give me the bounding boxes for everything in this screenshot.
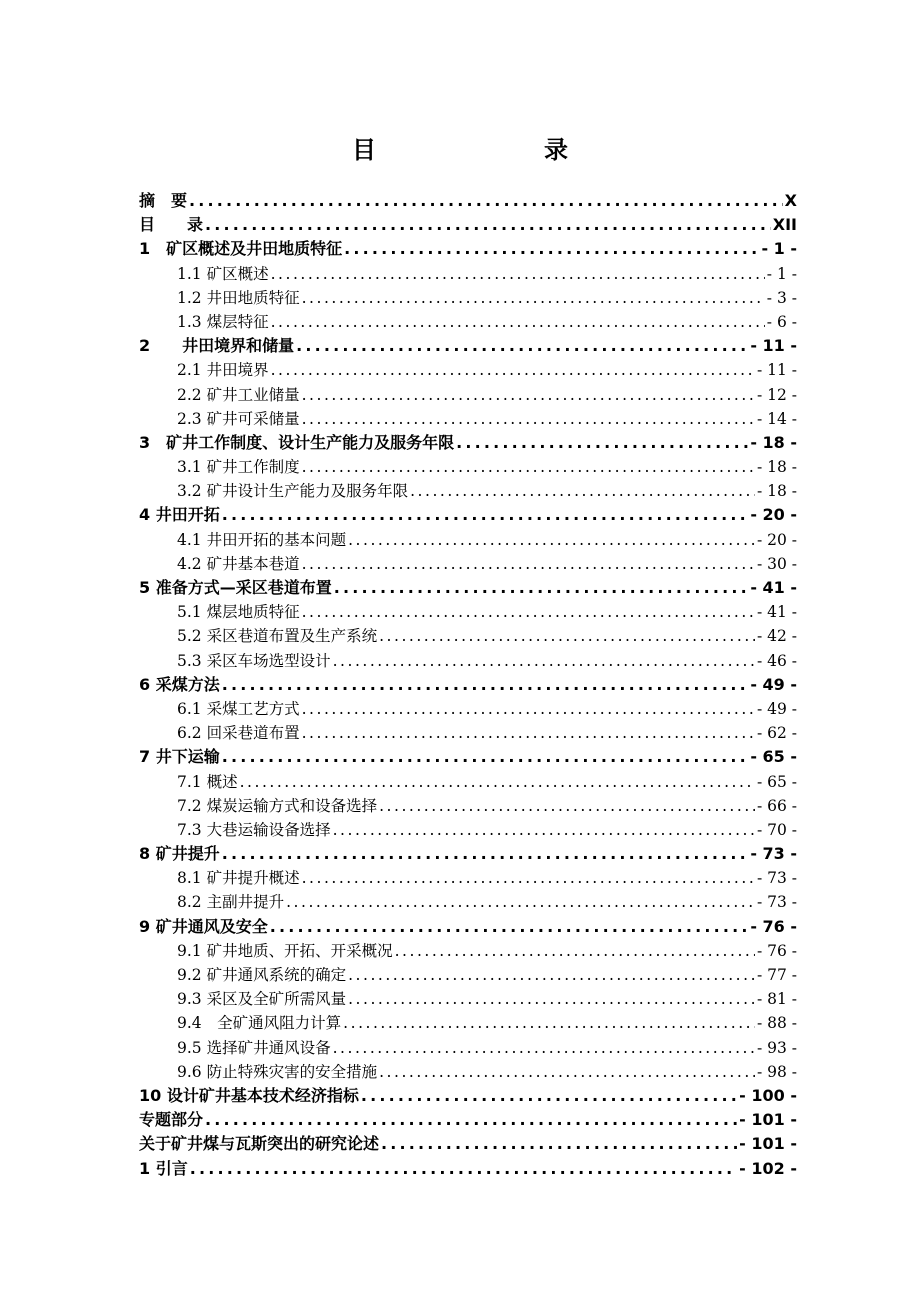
toc-leader-dots (240, 770, 755, 794)
toc-entry-page: - 70 - (756, 820, 797, 839)
toc-entry[interactable] (139, 1084, 797, 1108)
toc-leader-dots (286, 890, 755, 914)
toc-entry[interactable] (139, 745, 797, 769)
toc-leader-dots (302, 455, 755, 479)
toc-entry-page: - 101 - (739, 1110, 797, 1130)
toc-entry-label: 7 井下运输 (139, 747, 220, 767)
toc-entry-label: 2.3 矿井可采储量 (177, 409, 300, 428)
toc-entry[interactable] (139, 455, 797, 479)
toc-leader-dots (361, 1084, 737, 1108)
toc-entry-label: 9.2 矿井通风系统的确定 (177, 966, 347, 984)
toc-entry-page: - 93 - (756, 1038, 797, 1057)
toc-entry-label: 5.3 采区车场选型设计 (177, 651, 331, 670)
toc-entry-label: 9.3 采区及全矿所需风量 (177, 990, 347, 1009)
toc-entry-page: - 81 - (756, 990, 797, 1009)
toc-entry-label: 目 录 (139, 215, 204, 235)
toc-entry-page: - 77 - (756, 966, 797, 984)
toc-entry[interactable] (139, 1036, 797, 1060)
toc-entry[interactable] (139, 503, 797, 527)
toc-leader-dots (270, 915, 749, 939)
toc-entry[interactable] (139, 383, 797, 407)
toc-entry[interactable] (139, 1157, 797, 1181)
toc-leader-dots (189, 189, 783, 213)
toc-entry-page: - 73 - (756, 869, 797, 888)
toc-entry-page: - 18 - (756, 458, 797, 477)
toc-leader-dots (302, 407, 755, 431)
toc-entry[interactable] (139, 334, 797, 358)
toc-entry[interactable] (139, 866, 797, 890)
toc-entry-page: - 11 - (756, 361, 797, 380)
toc-entry-page: - 41 - (756, 603, 797, 622)
toc-entry-page: - 1 - (766, 264, 797, 283)
toc-entry[interactable] (139, 286, 797, 310)
toc-entry-label: 8.2 主副井提升 (177, 893, 285, 912)
toc-entry-page: - 100 - (739, 1085, 797, 1105)
toc-entry-page: - 18 - (750, 432, 797, 452)
toc-entry[interactable] (139, 1060, 797, 1084)
toc-entry-page: - 73 - (750, 844, 797, 864)
toc-leader-dots (344, 237, 759, 261)
toc-entry-page: - 20 - (756, 530, 797, 549)
toc-entry-label: 1.3 煤层特征 (177, 312, 269, 331)
toc-entry[interactable] (139, 697, 797, 721)
toc-entry-page: - 101 - (739, 1134, 797, 1154)
toc-leader-dots (348, 987, 755, 1011)
toc-entry[interactable] (139, 479, 797, 503)
toc-entry-label: 8 矿井提升 (139, 844, 220, 864)
toc-leader-dots (302, 697, 755, 721)
toc-entry-page: X (784, 191, 797, 210)
toc-leader-dots (334, 576, 749, 600)
toc-entry-label: 8.1 矿井提升概述 (177, 869, 300, 888)
toc-entry-page: - 65 - (756, 772, 797, 791)
toc-entry-page: - 88 - (756, 1014, 797, 1033)
toc-entry-page: - 12 - (756, 385, 797, 404)
toc-entry-label: 9.4 全矿通风阻力计算 (177, 1014, 342, 1033)
toc-entry-label: 3.2 矿井设计生产能力及服务年限 (177, 482, 409, 501)
toc-leader-dots (302, 552, 755, 576)
toc-entry-page: - 11 - (750, 336, 797, 356)
toc-entry-page: - 41 - (750, 578, 797, 597)
toc-leader-dots (395, 939, 755, 963)
toc-leader-dots (333, 649, 755, 673)
toc-entry[interactable] (139, 1108, 797, 1132)
toc-entry-label: 6.1 采煤工艺方式 (177, 699, 300, 718)
toc-leader-dots (302, 721, 755, 745)
toc-entry[interactable] (139, 963, 797, 987)
toc-entry[interactable] (139, 649, 797, 673)
toc-entry[interactable] (139, 842, 797, 866)
table-of-contents (139, 189, 797, 1181)
toc-leader-dots (190, 1157, 737, 1181)
toc-entry[interactable] (139, 770, 797, 794)
toc-leader-dots (333, 818, 755, 842)
toc-entry[interactable] (139, 673, 797, 697)
toc-leader-dots (381, 1132, 737, 1156)
toc-entry[interactable] (139, 358, 797, 382)
toc-entry-page: - 42 - (756, 627, 797, 646)
toc-entry-label: 1.1 矿区概述 (177, 264, 269, 283)
toc-entry[interactable] (139, 189, 797, 213)
toc-entry-label: 6 采煤方法 (139, 674, 220, 694)
toc-entry-label: 3.1 矿井工作制度 (177, 458, 300, 477)
toc-entry-page: - 6 - (766, 312, 797, 331)
toc-entry-label: 4.2 矿井基本巷道 (177, 554, 300, 573)
toc-leader-dots (456, 431, 748, 455)
toc-entry-page: - 76 - (750, 916, 797, 936)
toc-entry[interactable] (139, 721, 797, 745)
toc-leader-dots (302, 600, 755, 624)
toc-leader-dots (333, 1036, 755, 1060)
toc-leader-dots (271, 310, 765, 334)
toc-entry-page: - 66 - (756, 796, 797, 815)
toc-leader-dots (379, 1060, 755, 1084)
toc-entry-label: 4 井田开拓 (139, 505, 220, 525)
toc-entry-label: 2.1 井田境界 (177, 361, 269, 380)
toc-leader-dots (410, 479, 755, 503)
toc-leader-dots (302, 866, 755, 890)
toc-leader-dots (379, 624, 755, 648)
toc-entry[interactable] (139, 818, 797, 842)
toc-entry-label: 9.6 防止特殊灾害的安全措施 (177, 1062, 378, 1081)
toc-leader-dots (271, 358, 755, 382)
toc-leader-dots (222, 745, 749, 769)
toc-entry[interactable] (139, 213, 797, 237)
toc-entry[interactable] (139, 600, 797, 624)
toc-leader-dots (379, 794, 755, 818)
toc-entry-page: - 102 - (739, 1158, 797, 1178)
toc-leader-dots (222, 842, 749, 866)
toc-entry-label: 关于矿井煤与瓦斯突出的研究论述 (139, 1134, 380, 1154)
toc-entry-label: 摘 要 (139, 191, 188, 210)
toc-entry[interactable] (139, 237, 797, 261)
toc-entry[interactable] (139, 552, 797, 576)
toc-entry-label: 2 井田境界和储量 (139, 336, 295, 356)
toc-entry-page: - 1 - (761, 239, 797, 259)
toc-leader-dots (302, 383, 755, 407)
toc-entry[interactable] (139, 915, 797, 939)
toc-leader-dots (205, 1108, 737, 1132)
toc-entry[interactable] (139, 624, 797, 648)
toc-entry-page: - 49 - (750, 674, 797, 694)
toc-entry[interactable] (139, 431, 797, 455)
toc-entry-page: - 20 - (750, 505, 797, 525)
toc-entry-label: 9.5 选择矿井通风设备 (177, 1038, 331, 1057)
toc-entry-label: 5 准备方式—采区巷道布置 (139, 578, 332, 597)
toc-entry-page: - 49 - (756, 699, 797, 718)
toc-entry-label: 4.1 井田开拓的基本问题 (177, 530, 347, 549)
toc-leader-dots (348, 963, 755, 987)
toc-leader-dots (205, 213, 771, 237)
toc-entry-label: 1.2 井田地质特征 (177, 288, 300, 307)
toc-entry-label: 5.2 采区巷道布置及生产系统 (177, 627, 378, 646)
toc-leader-dots (222, 503, 749, 527)
toc-entry-label: 7.2 煤炭运输方式和设备选择 (177, 796, 378, 815)
toc-entry-label: 5.1 煤层地质特征 (177, 603, 300, 622)
toc-leader-dots (271, 262, 765, 286)
toc-entry[interactable] (139, 1011, 797, 1035)
toc-entry-label: 3 矿井工作制度、设计生产能力及服务年限 (139, 432, 455, 452)
toc-entry[interactable] (139, 407, 797, 431)
toc-entry[interactable] (139, 890, 797, 914)
toc-entry-label: 2.2 矿井工业储量 (177, 385, 300, 404)
toc-entry[interactable] (139, 310, 797, 334)
toc-entry-label: 专题部分 (139, 1110, 204, 1130)
toc-entry[interactable] (139, 576, 797, 600)
toc-entry-page: - 46 - (756, 651, 797, 670)
toc-leader-dots (348, 528, 755, 552)
toc-leader-dots (302, 286, 765, 310)
toc-entry[interactable] (139, 987, 797, 1011)
toc-leader-dots (296, 334, 748, 358)
toc-entry[interactable] (139, 528, 797, 552)
toc-entry-page: - 65 - (750, 747, 797, 767)
toc-entry-page: - 3 - (766, 288, 797, 307)
toc-entry-page: - 62 - (756, 724, 797, 743)
toc-entry-label: 10 设计矿井基本技术经济指标 (139, 1085, 359, 1105)
toc-entry-page: - 14 - (756, 409, 797, 428)
toc-entry-page: - 76 - (756, 941, 797, 960)
toc-entry-label: 6.2 回采巷道布置 (177, 724, 300, 743)
toc-entry-label: 1 引言 (139, 1158, 188, 1178)
toc-entry-page: - 73 - (756, 893, 797, 912)
toc-entry-page: - 98 - (756, 1062, 797, 1081)
toc-entry-label: 9.1 矿井地质、开拓、开采概况 (177, 941, 393, 960)
toc-entry-label: 7.3 大巷运输设备选择 (177, 820, 331, 839)
toc-leader-dots (343, 1011, 755, 1035)
toc-entry-page: - 18 - (756, 482, 797, 501)
toc-entry-label: 9 矿井通风及安全 (139, 916, 268, 936)
toc-entry-label: 7.1 概述 (177, 772, 238, 791)
toc-entry-page: XII (772, 215, 797, 235)
toc-title: 目 录 (352, 136, 608, 164)
toc-entry[interactable] (139, 939, 797, 963)
toc-entry[interactable] (139, 794, 797, 818)
toc-entry-page: - 30 - (756, 554, 797, 573)
toc-leader-dots (222, 673, 749, 697)
toc-entry[interactable] (139, 262, 797, 286)
toc-entry[interactable] (139, 1132, 797, 1156)
toc-entry-label: 1 矿区概述及井田地质特征 (139, 239, 343, 259)
